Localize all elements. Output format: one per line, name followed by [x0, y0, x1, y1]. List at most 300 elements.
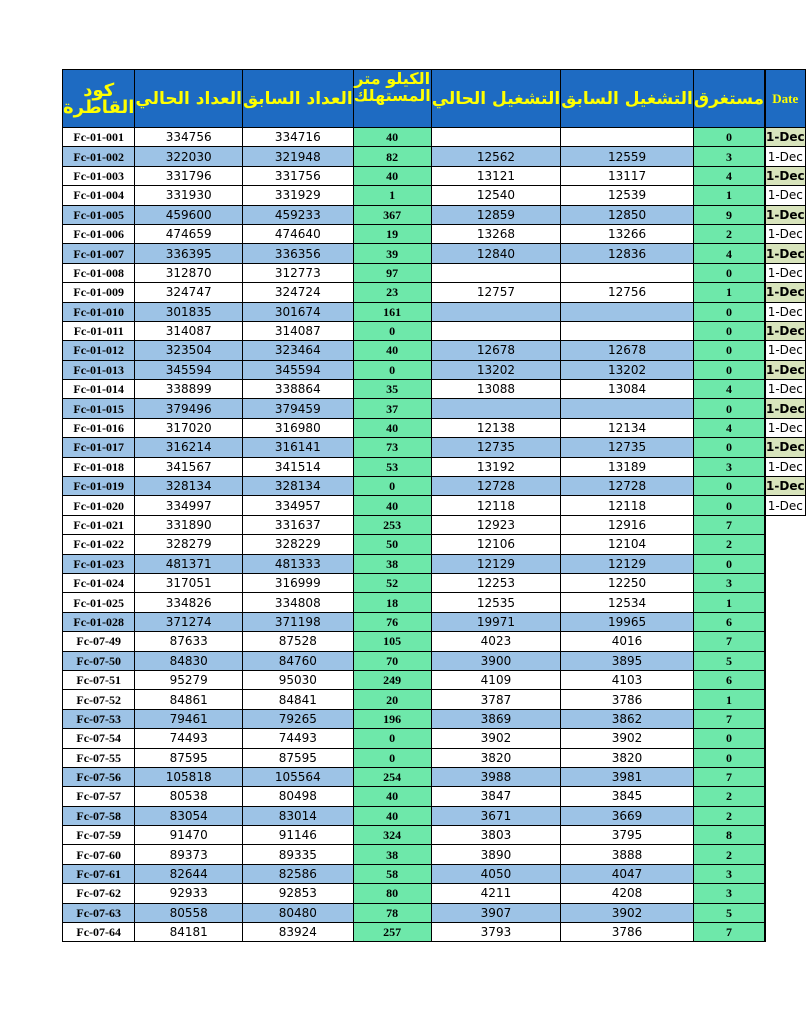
cell-stop[interactable]: 6: [693, 612, 764, 631]
cell-hours-current[interactable]: 12138: [431, 418, 561, 437]
cell-counter-current[interactable]: 84830: [135, 651, 243, 670]
cell-code[interactable]: Fc-01-020: [63, 496, 135, 515]
cell-stop[interactable]: 1: [693, 283, 764, 302]
cell-km[interactable]: 82: [353, 147, 431, 166]
cell-counter-current[interactable]: 331796: [135, 166, 243, 185]
cell-km[interactable]: 39: [353, 244, 431, 263]
cell-counter-previous[interactable]: 80498: [242, 787, 353, 806]
cell-date[interactable]: 1-Dec: [766, 128, 806, 147]
cell-km[interactable]: 249: [353, 670, 431, 689]
cell-stop[interactable]: 5: [693, 903, 764, 922]
cell-hours-previous[interactable]: 3786: [561, 923, 694, 942]
cell-code[interactable]: Fc-01-019: [63, 477, 135, 496]
cell-km[interactable]: 0: [353, 729, 431, 748]
cell-code[interactable]: Fc-01-009: [63, 283, 135, 302]
cell-stop[interactable]: 3: [693, 864, 764, 883]
cell-code[interactable]: Fc-01-024: [63, 573, 135, 592]
cell-counter-previous[interactable]: 316999: [242, 573, 353, 592]
cell-hours-current[interactable]: 4211: [431, 884, 561, 903]
cell-counter-current[interactable]: 334826: [135, 593, 243, 612]
cell-code[interactable]: Fc-07-62: [63, 884, 135, 903]
cell-hours-previous[interactable]: 12250: [561, 573, 694, 592]
cell-hours-current[interactable]: 3900: [431, 651, 561, 670]
cell-date[interactable]: 1-Dec: [766, 380, 806, 399]
cell-date[interactable]: 1-Dec: [766, 477, 806, 496]
cell-hours-current[interactable]: [431, 302, 561, 321]
cell-km[interactable]: 50: [353, 535, 431, 554]
cell-counter-current[interactable]: 341567: [135, 457, 243, 476]
cell-km[interactable]: 40: [353, 128, 431, 147]
cell-hours-previous[interactable]: 3786: [561, 690, 694, 709]
cell-km[interactable]: 1: [353, 186, 431, 205]
cell-counter-current[interactable]: 91470: [135, 826, 243, 845]
cell-hours-previous[interactable]: 3820: [561, 748, 694, 767]
cell-counter-current[interactable]: 301835: [135, 302, 243, 321]
cell-km[interactable]: 38: [353, 845, 431, 864]
cell-stop[interactable]: 7: [693, 709, 764, 728]
cell-counter-current[interactable]: 317020: [135, 418, 243, 437]
cell-counter-previous[interactable]: 84760: [242, 651, 353, 670]
cell-code[interactable]: Fc-01-004: [63, 186, 135, 205]
cell-counter-previous[interactable]: 331756: [242, 166, 353, 185]
cell-hours-previous[interactable]: 12534: [561, 593, 694, 612]
cell-stop[interactable]: 0: [693, 321, 764, 340]
cell-stop[interactable]: 4: [693, 166, 764, 185]
cell-counter-current[interactable]: 331930: [135, 186, 243, 205]
cell-date[interactable]: 1-Dec: [766, 186, 806, 205]
cell-hours-previous[interactable]: 13117: [561, 166, 694, 185]
cell-code[interactable]: Fc-01-016: [63, 418, 135, 437]
cell-hours-previous[interactable]: 3795: [561, 826, 694, 845]
cell-code[interactable]: Fc-01-017: [63, 438, 135, 457]
cell-counter-current[interactable]: 336395: [135, 244, 243, 263]
cell-code[interactable]: Fc-07-57: [63, 787, 135, 806]
cell-counter-previous[interactable]: 74493: [242, 729, 353, 748]
cell-hours-previous[interactable]: 4208: [561, 884, 694, 903]
cell-km[interactable]: 0: [353, 477, 431, 496]
cell-date[interactable]: 1-Dec: [766, 263, 806, 282]
cell-counter-previous[interactable]: 334808: [242, 593, 353, 612]
cell-km[interactable]: 0: [353, 748, 431, 767]
cell-stop[interactable]: 4: [693, 244, 764, 263]
cell-date[interactable]: 1-Dec: [766, 438, 806, 457]
cell-counter-current[interactable]: 80558: [135, 903, 243, 922]
cell-stop[interactable]: 2: [693, 535, 764, 554]
cell-code[interactable]: Fc-01-028: [63, 612, 135, 631]
cell-code[interactable]: Fc-07-61: [63, 864, 135, 883]
cell-counter-current[interactable]: 379496: [135, 399, 243, 418]
cell-stop[interactable]: 1: [693, 593, 764, 612]
cell-stop[interactable]: 6: [693, 670, 764, 689]
cell-hours-previous[interactable]: 13266: [561, 224, 694, 243]
cell-counter-current[interactable]: 481371: [135, 554, 243, 573]
cell-km[interactable]: 70: [353, 651, 431, 670]
cell-code[interactable]: Fc-01-010: [63, 302, 135, 321]
cell-code[interactable]: Fc-01-022: [63, 535, 135, 554]
cell-code[interactable]: Fc-01-001: [63, 128, 135, 147]
cell-hours-current[interactable]: 12535: [431, 593, 561, 612]
cell-hours-previous[interactable]: 3888: [561, 845, 694, 864]
cell-km[interactable]: 40: [353, 341, 431, 360]
cell-hours-current[interactable]: 12735: [431, 438, 561, 457]
cell-hours-previous[interactable]: 3895: [561, 651, 694, 670]
cell-hours-current[interactable]: 12253: [431, 573, 561, 592]
cell-hours-previous[interactable]: 3669: [561, 806, 694, 825]
cell-stop[interactable]: 8: [693, 826, 764, 845]
cell-counter-previous[interactable]: 87595: [242, 748, 353, 767]
cell-km[interactable]: 76: [353, 612, 431, 631]
cell-stop[interactable]: 2: [693, 806, 764, 825]
cell-code[interactable]: Fc-07-50: [63, 651, 135, 670]
cell-stop[interactable]: 0: [693, 496, 764, 515]
cell-counter-current[interactable]: 334997: [135, 496, 243, 515]
cell-hours-previous[interactable]: 12539: [561, 186, 694, 205]
cell-hours-current[interactable]: 3907: [431, 903, 561, 922]
cell-stop[interactable]: 0: [693, 477, 764, 496]
cell-code[interactable]: Fc-01-015: [63, 399, 135, 418]
cell-date[interactable]: 1-Dec: [766, 399, 806, 418]
cell-hours-previous[interactable]: 12104: [561, 535, 694, 554]
cell-code[interactable]: Fc-07-53: [63, 709, 135, 728]
cell-stop[interactable]: 0: [693, 341, 764, 360]
cell-code[interactable]: Fc-01-025: [63, 593, 135, 612]
cell-hours-previous[interactable]: 12118: [561, 496, 694, 515]
cell-code[interactable]: Fc-07-49: [63, 632, 135, 651]
cell-km[interactable]: 40: [353, 496, 431, 515]
cell-hours-previous[interactable]: 12134: [561, 418, 694, 437]
cell-counter-current[interactable]: 371274: [135, 612, 243, 631]
cell-counter-current[interactable]: 84181: [135, 923, 243, 942]
header-counter-previous[interactable]: العداد السابق: [242, 70, 353, 128]
cell-counter-current[interactable]: 87595: [135, 748, 243, 767]
cell-code[interactable]: Fc-07-64: [63, 923, 135, 942]
cell-hours-current[interactable]: 3787: [431, 690, 561, 709]
cell-hours-current[interactable]: 13088: [431, 380, 561, 399]
cell-code[interactable]: Fc-07-55: [63, 748, 135, 767]
cell-km[interactable]: 19: [353, 224, 431, 243]
cell-date[interactable]: 1-Dec: [766, 166, 806, 185]
cell-stop[interactable]: 3: [693, 884, 764, 903]
header-km[interactable]: الكيلو متر المستهلك: [353, 70, 431, 128]
cell-counter-previous[interactable]: 334716: [242, 128, 353, 147]
cell-km[interactable]: 196: [353, 709, 431, 728]
cell-counter-previous[interactable]: 316980: [242, 418, 353, 437]
cell-hours-current[interactable]: 12540: [431, 186, 561, 205]
cell-hours-current[interactable]: 4023: [431, 632, 561, 651]
cell-code[interactable]: Fc-01-014: [63, 380, 135, 399]
cell-counter-current[interactable]: 324747: [135, 283, 243, 302]
cell-hours-previous[interactable]: [561, 128, 694, 147]
cell-stop[interactable]: 0: [693, 554, 764, 573]
cell-counter-previous[interactable]: 324724: [242, 283, 353, 302]
cell-counter-previous[interactable]: 314087: [242, 321, 353, 340]
cell-hours-current[interactable]: 3803: [431, 826, 561, 845]
cell-counter-current[interactable]: 80538: [135, 787, 243, 806]
cell-counter-previous[interactable]: 338864: [242, 380, 353, 399]
cell-hours-current[interactable]: 3902: [431, 729, 561, 748]
cell-hours-current[interactable]: 12678: [431, 341, 561, 360]
cell-date[interactable]: 1-Dec: [766, 341, 806, 360]
cell-hours-current[interactable]: 12118: [431, 496, 561, 515]
cell-counter-current[interactable]: 105818: [135, 767, 243, 786]
cell-counter-previous[interactable]: 474640: [242, 224, 353, 243]
cell-code[interactable]: Fc-01-013: [63, 360, 135, 379]
cell-hours-previous[interactable]: 12735: [561, 438, 694, 457]
cell-km[interactable]: 73: [353, 438, 431, 457]
header-date[interactable]: Date: [766, 70, 806, 128]
cell-hours-previous[interactable]: 3902: [561, 729, 694, 748]
cell-code[interactable]: Fc-01-005: [63, 205, 135, 224]
cell-hours-current[interactable]: 12859: [431, 205, 561, 224]
cell-counter-previous[interactable]: 80480: [242, 903, 353, 922]
cell-counter-previous[interactable]: 328134: [242, 477, 353, 496]
cell-counter-current[interactable]: 338899: [135, 380, 243, 399]
cell-code[interactable]: Fc-07-56: [63, 767, 135, 786]
cell-code[interactable]: Fc-07-59: [63, 826, 135, 845]
cell-code[interactable]: Fc-01-002: [63, 147, 135, 166]
cell-date[interactable]: 1-Dec: [766, 360, 806, 379]
cell-hours-previous[interactable]: 4103: [561, 670, 694, 689]
header-stop[interactable]: مستغرق: [693, 70, 764, 128]
cell-date[interactable]: 1-Dec: [766, 244, 806, 263]
cell-hours-previous[interactable]: 12728: [561, 477, 694, 496]
cell-counter-current[interactable]: 83054: [135, 806, 243, 825]
cell-code[interactable]: Fc-01-012: [63, 341, 135, 360]
cell-km[interactable]: 58: [353, 864, 431, 883]
cell-counter-previous[interactable]: 312773: [242, 263, 353, 282]
cell-stop[interactable]: 0: [693, 360, 764, 379]
cell-hours-current[interactable]: 12129: [431, 554, 561, 573]
cell-counter-previous[interactable]: 316141: [242, 438, 353, 457]
cell-counter-previous[interactable]: 105564: [242, 767, 353, 786]
cell-hours-current[interactable]: 12923: [431, 515, 561, 534]
cell-hours-current[interactable]: 13192: [431, 457, 561, 476]
cell-km[interactable]: 254: [353, 767, 431, 786]
cell-stop[interactable]: 4: [693, 418, 764, 437]
cell-hours-current[interactable]: 3988: [431, 767, 561, 786]
cell-km[interactable]: 18: [353, 593, 431, 612]
cell-counter-previous[interactable]: 345594: [242, 360, 353, 379]
cell-stop[interactable]: 7: [693, 515, 764, 534]
cell-counter-current[interactable]: 95279: [135, 670, 243, 689]
cell-counter-current[interactable]: 459600: [135, 205, 243, 224]
cell-stop[interactable]: 2: [693, 845, 764, 864]
cell-counter-previous[interactable]: 331929: [242, 186, 353, 205]
cell-hours-current[interactable]: 13268: [431, 224, 561, 243]
cell-counter-current[interactable]: 323504: [135, 341, 243, 360]
cell-counter-current[interactable]: 87633: [135, 632, 243, 651]
cell-hours-current[interactable]: 3847: [431, 787, 561, 806]
cell-hours-current[interactable]: 3671: [431, 806, 561, 825]
cell-code[interactable]: Fc-01-008: [63, 263, 135, 282]
cell-stop[interactable]: 0: [693, 729, 764, 748]
header-code[interactable]: كود القاطرة: [63, 70, 135, 128]
cell-code[interactable]: Fc-01-007: [63, 244, 135, 263]
cell-stop[interactable]: 0: [693, 748, 764, 767]
cell-counter-previous[interactable]: 83014: [242, 806, 353, 825]
cell-counter-previous[interactable]: 95030: [242, 670, 353, 689]
cell-hours-current[interactable]: 3793: [431, 923, 561, 942]
cell-code[interactable]: Fc-07-63: [63, 903, 135, 922]
cell-km[interactable]: 52: [353, 573, 431, 592]
cell-hours-previous[interactable]: [561, 302, 694, 321]
cell-stop[interactable]: 0: [693, 438, 764, 457]
cell-hours-previous[interactable]: [561, 263, 694, 282]
cell-hours-current[interactable]: [431, 128, 561, 147]
cell-counter-previous[interactable]: 79265: [242, 709, 353, 728]
cell-counter-previous[interactable]: 82586: [242, 864, 353, 883]
cell-km[interactable]: 35: [353, 380, 431, 399]
cell-km[interactable]: 40: [353, 418, 431, 437]
cell-hours-current[interactable]: 4050: [431, 864, 561, 883]
cell-km[interactable]: 97: [353, 263, 431, 282]
cell-hours-previous[interactable]: 13202: [561, 360, 694, 379]
cell-hours-previous[interactable]: 13189: [561, 457, 694, 476]
cell-hours-previous[interactable]: 12756: [561, 283, 694, 302]
cell-stop[interactable]: 0: [693, 128, 764, 147]
cell-date[interactable]: 1-Dec: [766, 418, 806, 437]
cell-code[interactable]: Fc-01-023: [63, 554, 135, 573]
cell-code[interactable]: Fc-07-52: [63, 690, 135, 709]
cell-hours-current[interactable]: 3820: [431, 748, 561, 767]
cell-counter-previous[interactable]: 336356: [242, 244, 353, 263]
cell-hours-previous[interactable]: 3862: [561, 709, 694, 728]
cell-hours-previous[interactable]: 12836: [561, 244, 694, 263]
cell-stop[interactable]: 7: [693, 632, 764, 651]
cell-hours-previous[interactable]: [561, 321, 694, 340]
cell-counter-current[interactable]: 322030: [135, 147, 243, 166]
cell-code[interactable]: Fc-07-54: [63, 729, 135, 748]
cell-counter-previous[interactable]: 92853: [242, 884, 353, 903]
cell-counter-previous[interactable]: 459233: [242, 205, 353, 224]
cell-counter-current[interactable]: 474659: [135, 224, 243, 243]
cell-code[interactable]: Fc-07-51: [63, 670, 135, 689]
cell-code[interactable]: Fc-07-58: [63, 806, 135, 825]
cell-hours-previous[interactable]: 4047: [561, 864, 694, 883]
cell-counter-previous[interactable]: 83924: [242, 923, 353, 942]
cell-counter-previous[interactable]: 371198: [242, 612, 353, 631]
cell-counter-previous[interactable]: 84841: [242, 690, 353, 709]
cell-hours-previous[interactable]: 3845: [561, 787, 694, 806]
cell-counter-previous[interactable]: 301674: [242, 302, 353, 321]
cell-hours-current[interactable]: 19971: [431, 612, 561, 631]
cell-counter-current[interactable]: 316214: [135, 438, 243, 457]
cell-km[interactable]: 257: [353, 923, 431, 942]
cell-hours-current[interactable]: [431, 321, 561, 340]
cell-date[interactable]: 1-Dec: [766, 224, 806, 243]
cell-km[interactable]: 253: [353, 515, 431, 534]
cell-km[interactable]: 40: [353, 806, 431, 825]
cell-km[interactable]: 78: [353, 903, 431, 922]
cell-km[interactable]: 23: [353, 283, 431, 302]
cell-counter-previous[interactable]: 481333: [242, 554, 353, 573]
cell-counter-previous[interactable]: 89335: [242, 845, 353, 864]
cell-counter-previous[interactable]: 331637: [242, 515, 353, 534]
cell-date[interactable]: 1-Dec: [766, 283, 806, 302]
cell-stop[interactable]: 1: [693, 186, 764, 205]
cell-km[interactable]: 40: [353, 166, 431, 185]
cell-hours-previous[interactable]: 4016: [561, 632, 694, 651]
cell-code[interactable]: Fc-01-003: [63, 166, 135, 185]
cell-counter-previous[interactable]: 334957: [242, 496, 353, 515]
cell-counter-current[interactable]: 74493: [135, 729, 243, 748]
cell-code[interactable]: Fc-01-011: [63, 321, 135, 340]
cell-hours-current[interactable]: 12728: [431, 477, 561, 496]
cell-code[interactable]: Fc-07-60: [63, 845, 135, 864]
cell-hours-current[interactable]: 12840: [431, 244, 561, 263]
cell-stop[interactable]: 5: [693, 651, 764, 670]
cell-hours-previous[interactable]: 13084: [561, 380, 694, 399]
cell-counter-current[interactable]: 317051: [135, 573, 243, 592]
cell-code[interactable]: Fc-01-006: [63, 224, 135, 243]
cell-hours-current[interactable]: 13202: [431, 360, 561, 379]
cell-counter-current[interactable]: 328279: [135, 535, 243, 554]
cell-hours-current[interactable]: 12757: [431, 283, 561, 302]
cell-hours-current[interactable]: 12562: [431, 147, 561, 166]
cell-hours-current[interactable]: 13121: [431, 166, 561, 185]
cell-hours-previous[interactable]: 12559: [561, 147, 694, 166]
cell-counter-current[interactable]: 331890: [135, 515, 243, 534]
cell-stop[interactable]: 7: [693, 767, 764, 786]
cell-km[interactable]: 0: [353, 360, 431, 379]
cell-hours-previous[interactable]: 3902: [561, 903, 694, 922]
cell-code[interactable]: Fc-01-021: [63, 515, 135, 534]
cell-stop[interactable]: 3: [693, 147, 764, 166]
cell-stop[interactable]: 2: [693, 224, 764, 243]
cell-hours-current[interactable]: 3890: [431, 845, 561, 864]
cell-hours-current[interactable]: 4109: [431, 670, 561, 689]
cell-hours-current[interactable]: [431, 263, 561, 282]
cell-counter-previous[interactable]: 91146: [242, 826, 353, 845]
cell-km[interactable]: 37: [353, 399, 431, 418]
cell-date[interactable]: 1-Dec: [766, 147, 806, 166]
cell-km[interactable]: 20: [353, 690, 431, 709]
cell-counter-current[interactable]: 84861: [135, 690, 243, 709]
cell-stop[interactable]: 0: [693, 263, 764, 282]
cell-stop[interactable]: 1: [693, 690, 764, 709]
cell-counter-current[interactable]: 345594: [135, 360, 243, 379]
cell-stop[interactable]: 0: [693, 302, 764, 321]
cell-counter-current[interactable]: 89373: [135, 845, 243, 864]
cell-hours-previous[interactable]: 12678: [561, 341, 694, 360]
cell-counter-previous[interactable]: 379459: [242, 399, 353, 418]
cell-hours-current[interactable]: 12106: [431, 535, 561, 554]
header-hours-current[interactable]: التشغيل الحالي: [431, 70, 561, 128]
cell-hours-previous[interactable]: 12850: [561, 205, 694, 224]
cell-counter-previous[interactable]: 87528: [242, 632, 353, 651]
header-hours-previous[interactable]: التشغيل السابق: [561, 70, 694, 128]
cell-counter-current[interactable]: 92933: [135, 884, 243, 903]
cell-counter-previous[interactable]: 321948: [242, 147, 353, 166]
cell-stop[interactable]: 0: [693, 399, 764, 418]
cell-stop[interactable]: 4: [693, 380, 764, 399]
cell-stop[interactable]: 7: [693, 923, 764, 942]
cell-hours-previous[interactable]: [561, 399, 694, 418]
cell-km[interactable]: 40: [353, 787, 431, 806]
cell-counter-current[interactable]: 314087: [135, 321, 243, 340]
cell-counter-current[interactable]: 79461: [135, 709, 243, 728]
cell-counter-previous[interactable]: 341514: [242, 457, 353, 476]
cell-km[interactable]: 105: [353, 632, 431, 651]
cell-hours-previous[interactable]: 12129: [561, 554, 694, 573]
cell-date[interactable]: 1-Dec: [766, 496, 806, 515]
cell-counter-current[interactable]: 312870: [135, 263, 243, 282]
cell-hours-current[interactable]: [431, 399, 561, 418]
cell-date[interactable]: 1-Dec: [766, 302, 806, 321]
cell-counter-previous[interactable]: 323464: [242, 341, 353, 360]
cell-date[interactable]: 1-Dec: [766, 457, 806, 476]
cell-date[interactable]: 1-Dec: [766, 205, 806, 224]
